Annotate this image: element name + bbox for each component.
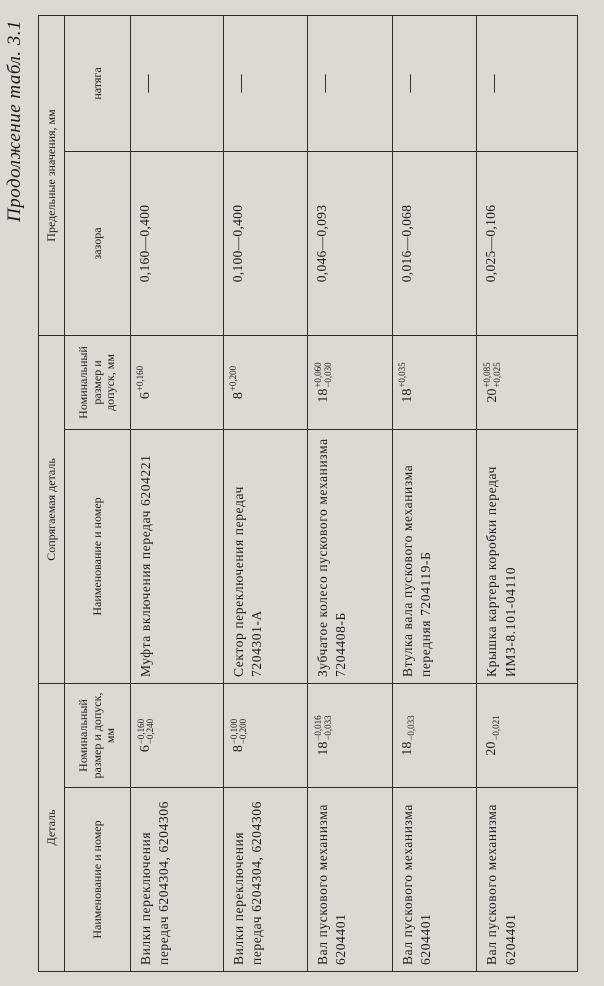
- lower-deviation: −0,021: [490, 715, 501, 741]
- part-name-cell: Вал пускового механизма 6204401: [308, 788, 393, 972]
- nominal-size: 18: [315, 388, 331, 403]
- lower-deviation: +0,025: [491, 362, 502, 388]
- table-row: [131, 15, 224, 971]
- tolerance-table: [38, 15, 578, 972]
- mating-part-name-cell: Крышка картера коробки передач ИМЗ-8.101-04110: [477, 429, 578, 683]
- part-nominal-cell: [392, 683, 477, 787]
- part-nominal-cell-value: [484, 715, 500, 755]
- header-part-nominal: Номинальный размер и допуск, мм: [65, 683, 131, 787]
- header-mating-part: Сопрягаемая деталь: [39, 335, 65, 683]
- nominal-size: 18: [399, 741, 415, 756]
- header-mate-name: Наименование и номер: [65, 429, 131, 683]
- mating-part-name-cell: Сектор переключения передач 7204301-А: [223, 429, 308, 683]
- part-nominal-cell-value: [400, 715, 416, 755]
- part-name-cell: Вал пускового механизма 6204401: [477, 788, 578, 972]
- part-nominal-cell: [131, 683, 224, 787]
- part-name-cell: Вилки переключения передач 6204304, 6204306: [131, 788, 224, 972]
- header-tight: натяга: [65, 15, 131, 151]
- mate-nominal-cell: [477, 335, 578, 429]
- mating-part-name-cell: Зубчатое колесо пускового механизма 7204408-Б: [308, 429, 393, 683]
- table-row: [392, 15, 477, 971]
- mate-nominal-cell: [131, 335, 224, 429]
- part-nominal-cell-value: [314, 715, 333, 755]
- lower-deviation: −0,033: [406, 715, 417, 741]
- lower-deviation: −0,030: [322, 362, 333, 388]
- nominal-size: 6: [138, 392, 153, 400]
- table-row: [223, 15, 308, 971]
- header-limit-values: Предельные значения, мм: [39, 15, 65, 335]
- nominal-size: 8: [231, 745, 247, 753]
- tight-cell: —: [223, 15, 308, 151]
- header-part-name: Наименование и номер: [65, 788, 131, 972]
- upper-deviation: +0,060: [313, 362, 324, 388]
- nominal-size: 8: [230, 392, 246, 400]
- part-nominal-cell: [477, 683, 578, 787]
- nominal-size: 20: [484, 741, 500, 756]
- nominal-size: 18: [399, 388, 415, 403]
- nominal-size: 18: [315, 741, 331, 756]
- upper-deviation: +0,035: [397, 362, 408, 388]
- table-caption: Продолжение табл. 3.1: [4, 20, 25, 222]
- upper-deviation: +0,085: [482, 362, 493, 388]
- gap-cell: 0,160—0,400: [131, 151, 224, 335]
- part-nominal-cell: [308, 683, 393, 787]
- nominal-size: 6: [138, 745, 154, 753]
- tight-cell: —: [131, 15, 224, 151]
- part-name-cell: Вал пускового механизма 6204401: [392, 788, 477, 972]
- upper-deviation: +0,160: [135, 365, 146, 392]
- gap-cell: 0,016—0,068: [392, 151, 477, 335]
- part-name-cell: Вилки переключения передач 6204304, 6204306: [223, 788, 308, 972]
- part-nominal-cell: [223, 683, 308, 787]
- gap-cell: 0,046—0,093: [308, 151, 393, 335]
- part-nominal-cell-value: [230, 719, 249, 752]
- part-nominal-cell-value: [137, 719, 156, 752]
- tight-cell: —: [308, 15, 393, 151]
- upper-deviation: −0,100: [228, 718, 239, 745]
- mate-nominal-cell-value: [397, 362, 416, 403]
- tight-cell: —: [392, 15, 477, 151]
- table-row: [308, 15, 393, 971]
- lower-deviation: −0,033: [322, 715, 333, 741]
- lower-deviation: −0,240: [145, 718, 156, 745]
- tight-cell: —: [477, 15, 578, 151]
- gap-cell: 0,100—0,400: [223, 151, 308, 335]
- gap-cell: 0,025—0,106: [477, 151, 578, 335]
- header-part: Деталь: [39, 683, 65, 971]
- mating-part-name-cell: Муфта включения передач 6204221: [131, 429, 224, 683]
- mate-nominal-cell-value: [483, 362, 502, 402]
- lower-deviation: −0,200: [238, 718, 249, 745]
- upper-deviation: −0,016: [313, 715, 324, 741]
- mate-nominal-cell: [308, 335, 393, 429]
- upper-deviation: +0,200: [227, 365, 238, 392]
- mate-nominal-cell-value: [314, 362, 333, 402]
- table-row: [477, 15, 578, 971]
- mating-part-name-cell: Втулка вала пускового механизма передняя 7204119-Б: [392, 429, 477, 683]
- mate-nominal-cell: [223, 335, 308, 429]
- mate-nominal-cell-value: [227, 365, 247, 400]
- header-gap: зазора: [65, 151, 131, 335]
- nominal-size: 20: [484, 388, 500, 403]
- mate-nominal-cell: [392, 335, 477, 429]
- upper-deviation: −0,160: [136, 718, 146, 745]
- header-mate-nominal: Номинальный размер и допуск, мм: [65, 335, 131, 429]
- mate-nominal-cell-value: [135, 365, 154, 400]
